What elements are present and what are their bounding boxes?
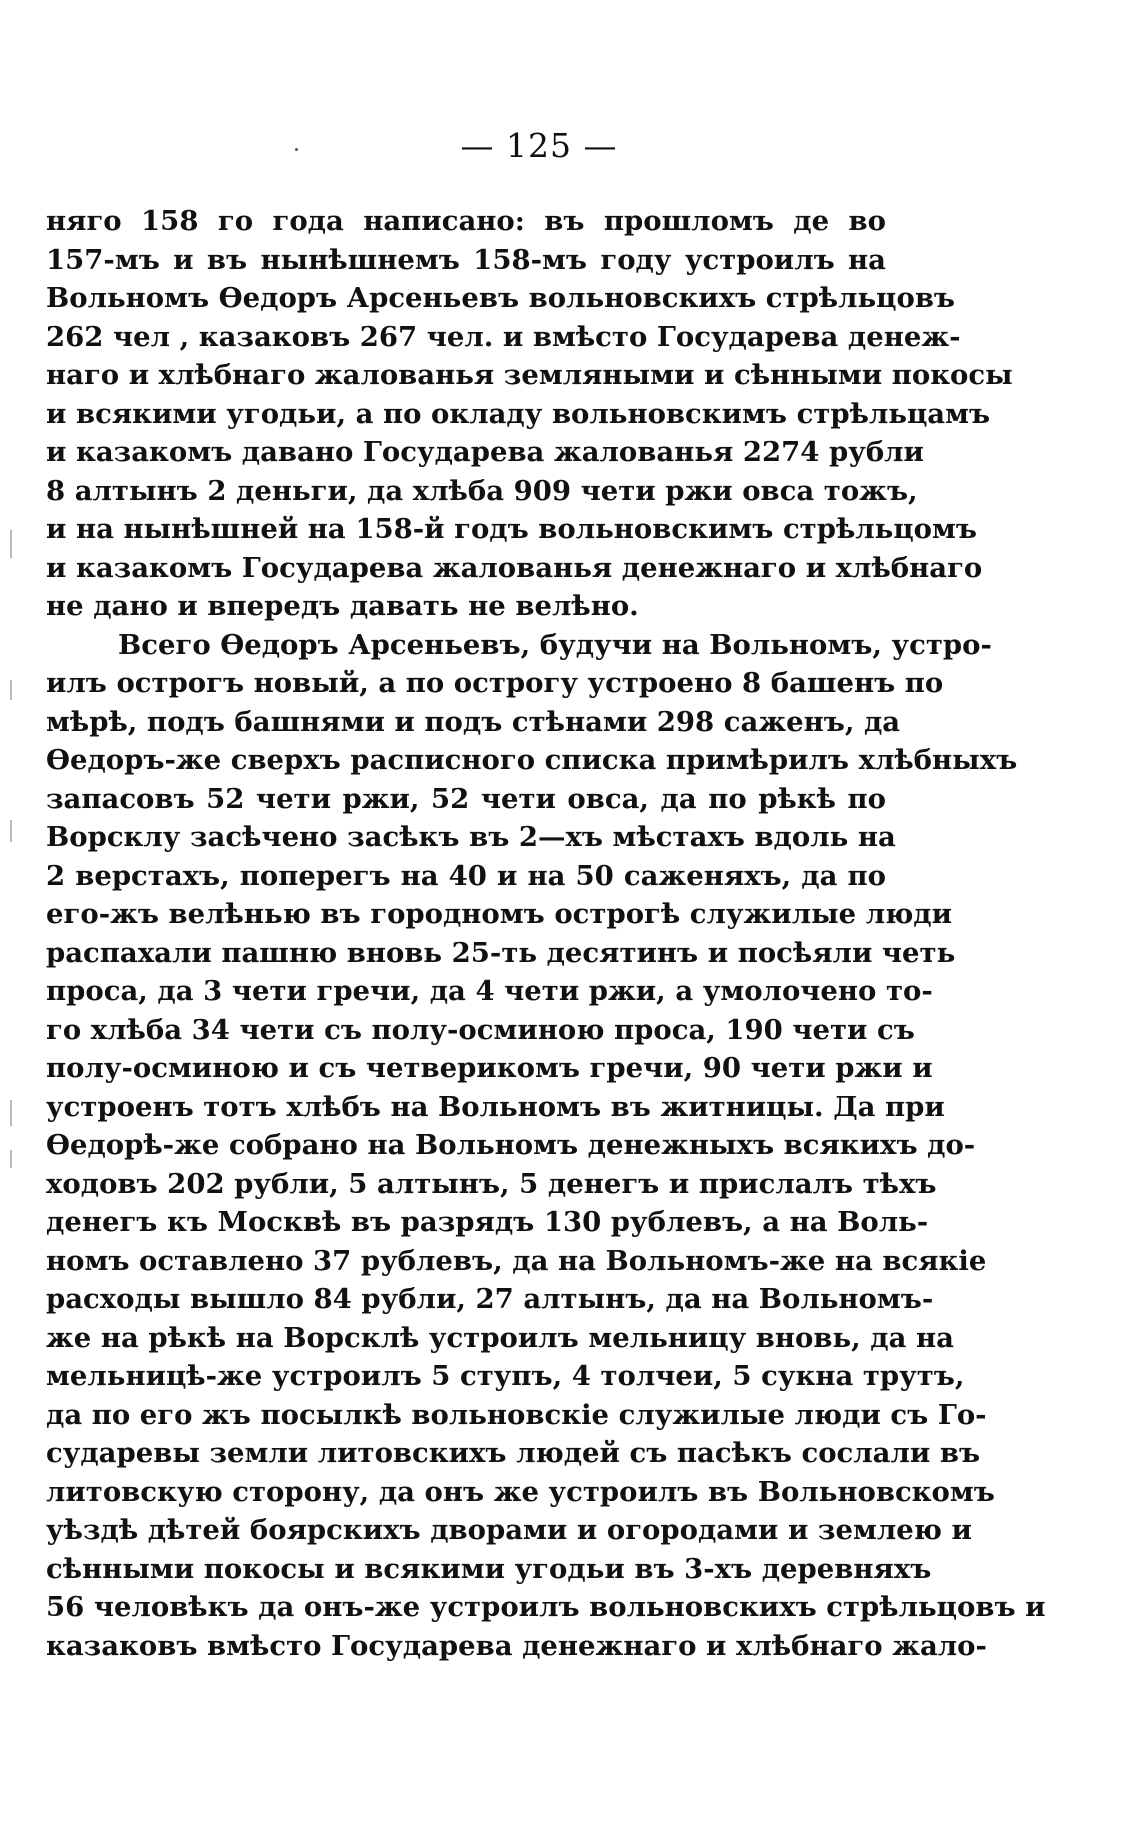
paragraph-1	[46, 202, 1013, 626]
text-line: Ѳедоръ-же сверхъ расписного списка примѣрилъ хлѣбныхъ	[46, 744, 1018, 776]
text-line: го хлѣба 34 чети съ полу-осминою проса, 190 чети съ	[46, 1013, 915, 1046]
text-line: и казакомъ давано Государева жалованья 2274 рубли	[46, 436, 924, 468]
text-line: 56 человѣкъ да онъ-же устроилъ вольновскихъ стрѣльцовъ и	[46, 1591, 1046, 1623]
text-line: и на нынѣшней на 158-й годъ вольновскимъ стрѣльцомъ	[46, 513, 977, 545]
text-line: 2 верстахъ, поперегъ на 40 и на 50 саженяхъ, да по	[46, 859, 886, 892]
text-line: его-жъ велѣнью въ городномъ острогѣ служилые люди	[46, 898, 953, 930]
text-line: Всего Ѳедоръ Арсеньевъ, будучи на Вольномъ, устро-	[118, 628, 992, 661]
text-line: полу-осминою и съ четверикомъ гречи, 90 чети ржи и	[46, 1052, 933, 1084]
text-line: мельницѣ-же устроилъ 5 ступъ, 4 толчеи, 5 сукна трутъ,	[46, 1360, 965, 1392]
scan-margin-mark	[10, 680, 12, 700]
text-line: мѣрѣ, подъ башнями и подъ стѣнами 298 саженъ, да	[46, 705, 901, 738]
text-line: не дано и впередъ давать не велѣно.	[46, 590, 639, 622]
text-line: уѣздѣ дѣтей боярскихъ дворами и огородами и землею и	[46, 1514, 972, 1546]
text-line: наго и хлѣбнаго жалованья земляными и сѣнными покосы	[46, 359, 1013, 391]
scan-margin-mark	[10, 820, 12, 842]
text-line: Ворсклу засѣчено засѣкъ въ 2—хъ мѣстахъ вдоль на	[46, 821, 896, 853]
text-line: устроенъ тотъ хлѣбъ на Вольномъ въ житницы. Да при	[46, 1090, 945, 1123]
text-line: литовскую сторону, да онъ же устроилъ въ Вольновскомъ	[46, 1475, 995, 1508]
text-line: номъ оставлено 37 рублевъ, да на Вольномъ-же на всякіе	[46, 1244, 987, 1277]
text-line: ходовъ 202 рубли, 5 алтынъ, 5 денегъ и прислалъ тѣхъ	[46, 1167, 937, 1200]
text-line: да по его жъ посылкѣ вольновскіе служилые люди съ Го-	[46, 1398, 987, 1431]
scan-margin-mark	[10, 1100, 12, 1126]
text-line: денегъ къ Москвѣ въ разрядъ 130 рублевъ, а на Воль-	[46, 1206, 929, 1238]
body-text	[46, 202, 1046, 1665]
text-line: 8 алтынъ 2 деньги, да хлѣба 909 чети ржи овса тожъ,	[46, 474, 918, 507]
scan-margin-mark	[10, 530, 12, 558]
text-line: сударевы земли литовскихъ людей съ пасѣкъ сослали въ	[46, 1437, 981, 1469]
text-line: казаковъ вмѣсто Государева денежнаго и хлѣбнаго жало-	[46, 1629, 987, 1662]
text-line: же на рѣкѣ на Ворсклѣ устроилъ мельницу вновь, да на	[46, 1321, 954, 1354]
text-line: расходы вышло 84 рубли, 27 алтынъ, да на Вольномъ-	[46, 1283, 934, 1315]
text-line: 157-мъ и въ нынѣшнемъ 158-мъ году устроилъ на	[46, 243, 886, 276]
paragraph-2	[46, 626, 1046, 1666]
text-line: запасовъ 52 чети ржи, 52 чети овса, да по рѣкѣ по	[46, 782, 886, 815]
page-number: — 125 —	[460, 126, 618, 165]
text-line: распахали пашню вновь 25-ть десятинъ и посѣяли четь	[46, 936, 956, 969]
text-line: няго 158 го года написано: въ прошломъ де во	[46, 205, 886, 237]
text-line: и казакомъ Государева жалованья денежнаго и хлѣбнаго	[46, 551, 983, 584]
scan-margin-mark	[10, 1150, 12, 1168]
text-line: Ѳедорѣ-же собрано на Вольномъ денежныхъ всякихъ до-	[46, 1129, 976, 1161]
text-line: проса, да 3 чети гречи, да 4 чети ржи, а умолочено то-	[46, 975, 933, 1007]
text-line: 262 чел , казаковъ 267 чел. и вмѣсто Государева денеж-	[46, 320, 961, 353]
text-line: илъ острогъ новый, а по острогу устроено 8 башенъ по	[46, 667, 944, 699]
text-line: Вольномъ Ѳедоръ Арсеньевъ вольновскихъ стрѣльцовъ	[46, 282, 956, 314]
text-line: и всякими угодьи, а по окладу вольновскимъ стрѣльцамъ	[46, 397, 991, 430]
text-line: сѣнными покосы и всякими угодьи въ 3-хъ деревняхъ	[46, 1552, 932, 1585]
